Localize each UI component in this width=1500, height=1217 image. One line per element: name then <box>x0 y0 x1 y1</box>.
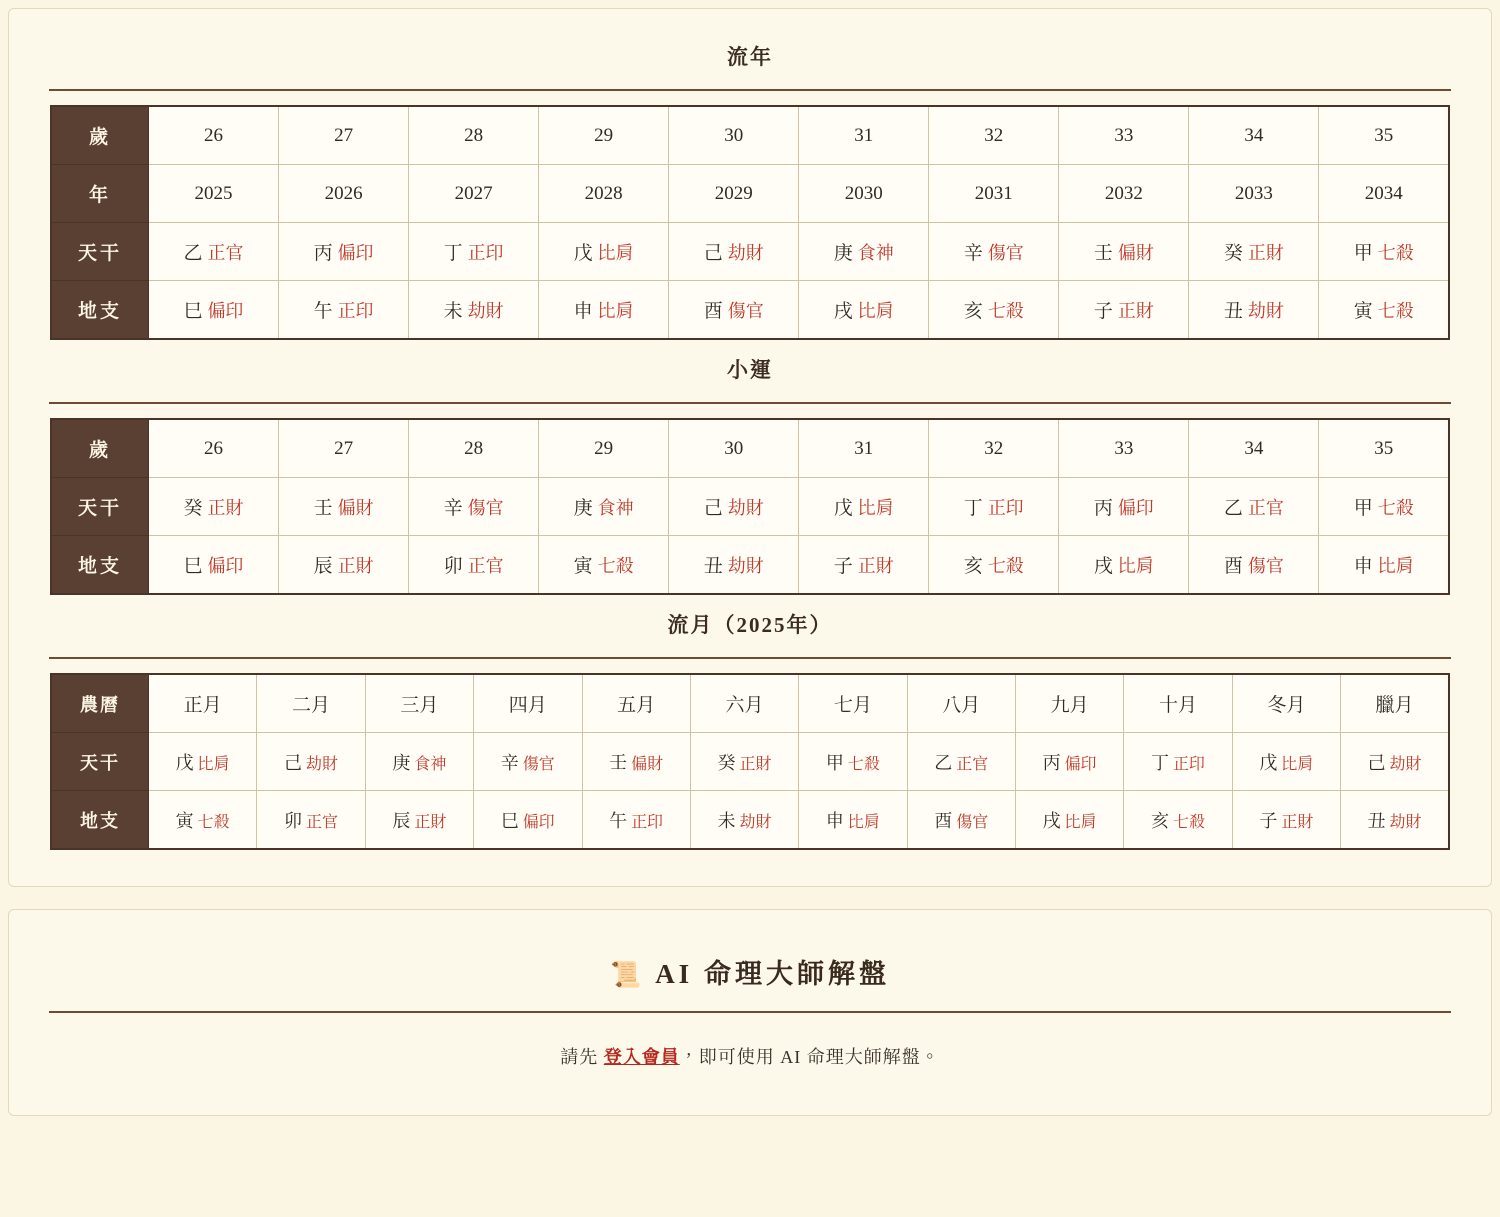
liunian-age-header: 歲 <box>51 106 149 165</box>
xiaoyun-age-cell: 27 <box>279 419 409 478</box>
xiaoyun-age-cell: 31 <box>799 419 929 478</box>
liunian-table <box>50 105 1450 340</box>
ten-god-label: 比肩 <box>1064 813 1097 831</box>
heavenly-stem-char: 丁 <box>1151 752 1170 773</box>
earthly-branch-char: 丑 <box>1223 301 1243 322</box>
xiaoyun-branch-cell <box>539 536 669 595</box>
ten-god-label: 比肩 <box>597 243 634 263</box>
ai-master-panel <box>8 909 1492 1116</box>
liunian-age-cell: 34 <box>1189 106 1319 165</box>
xiaoyun-divider <box>49 402 1451 404</box>
ten-god-label: 食神 <box>414 755 447 773</box>
ten-god-label: 比肩 <box>847 813 880 831</box>
ten-god-label: 正財 <box>337 556 374 576</box>
earthly-branch-char: 午 <box>609 810 628 831</box>
liuyue-stem-cell <box>257 733 365 791</box>
liunian-age-cell: 31 <box>799 106 929 165</box>
heavenly-stem-char: 己 <box>703 498 723 519</box>
heavenly-stem-char: 癸 <box>183 498 203 519</box>
heavenly-stem-char: 己 <box>703 243 723 264</box>
xiaoyun-stem-cell <box>409 478 539 536</box>
ten-god-label: 正官 <box>1247 498 1284 518</box>
heavenly-stem-char: 丁 <box>443 243 463 264</box>
table-row <box>51 165 1449 223</box>
liuyue-branch-cell <box>1341 791 1449 850</box>
ten-god-label: 劫財 <box>727 556 764 576</box>
xiaoyun-branch-cell <box>799 536 929 595</box>
ten-god-label: 正財 <box>1281 813 1314 831</box>
heavenly-stem-char: 己 <box>1367 752 1386 773</box>
earthly-branch-char: 未 <box>443 301 463 322</box>
liunian-stem-cell <box>669 223 799 281</box>
earthly-branch-char: 卯 <box>284 810 303 831</box>
earthly-branch-char: 申 <box>1353 556 1373 577</box>
xiaoyun-branch-cell <box>1319 536 1449 595</box>
liunian-divider <box>49 89 1451 91</box>
ten-god-label: 正官 <box>467 556 504 576</box>
liunian-year-cell: 2025 <box>149 165 279 223</box>
liunian-title: 流年 <box>727 45 773 69</box>
liuyue-branch-cell <box>365 791 473 850</box>
xiaoyun-stem-cell <box>929 478 1059 536</box>
heavenly-stem-char: 戊 <box>1259 752 1278 773</box>
liuyue-month-cell: 二月 <box>257 674 365 733</box>
liunian-stem-cell <box>929 223 1059 281</box>
ten-god-label: 劫財 <box>467 301 504 321</box>
xiaoyun-age-cell: 33 <box>1059 419 1189 478</box>
liunian-year-cell: 2027 <box>409 165 539 223</box>
liunian-section <box>49 41 1451 340</box>
liuyue-stem-cell <box>1124 733 1232 791</box>
table-row <box>51 791 1449 850</box>
liunian-year-cell: 2026 <box>279 165 409 223</box>
earthly-branch-char: 寅 <box>175 810 194 831</box>
ten-god-label: 七殺 <box>1377 498 1414 518</box>
xiaoyun-title: 小運 <box>727 358 773 382</box>
ten-god-label: 正財 <box>414 813 447 831</box>
liunian-branch-cell <box>279 281 409 340</box>
liuyue-month-cell: 八月 <box>907 674 1015 733</box>
liuyue-month-cell: 四月 <box>474 674 582 733</box>
liuyue-divider <box>49 657 1451 659</box>
ten-god-label: 正印 <box>337 301 374 321</box>
liuyue-table <box>50 673 1450 850</box>
ai-note-prefix: 請先 <box>560 1047 604 1067</box>
liuyue-branch-cell <box>257 791 365 850</box>
ten-god-label: 正印 <box>987 498 1024 518</box>
ai-panel-title-text: AI 命理大師解盤 <box>655 959 890 989</box>
earthly-branch-char: 辰 <box>313 556 333 577</box>
liunian-branch-cell <box>929 281 1059 340</box>
ten-god-label: 正印 <box>467 243 504 263</box>
ten-god-label: 正印 <box>1173 755 1206 773</box>
liunian-year-header: 年 <box>51 165 149 223</box>
liunian-year-cell: 2028 <box>539 165 669 223</box>
ten-god-label: 偏財 <box>1117 243 1154 263</box>
liuyue-stem-cell <box>149 733 257 791</box>
xiaoyun-table <box>50 418 1450 595</box>
earthly-branch-char: 子 <box>1093 301 1113 322</box>
liuyue-stem-cell <box>1016 733 1124 791</box>
earthly-branch-char: 酉 <box>934 810 953 831</box>
xiaoyun-branch-cell <box>929 536 1059 595</box>
ten-god-label: 比肩 <box>197 755 230 773</box>
liuyue-branch-header: 地支 <box>51 791 149 850</box>
heavenly-stem-char: 丙 <box>313 243 333 264</box>
liunian-stem-cell <box>279 223 409 281</box>
liunian-stem-cell <box>539 223 669 281</box>
liunian-year-cell: 2034 <box>1319 165 1449 223</box>
ten-god-label: 七殺 <box>1173 813 1206 831</box>
liuyue-month-cell: 臘月 <box>1341 674 1449 733</box>
liunian-age-cell: 29 <box>539 106 669 165</box>
ten-god-label: 劫財 <box>727 243 764 263</box>
ten-god-label: 偏印 <box>207 556 244 576</box>
earthly-branch-char: 未 <box>717 810 736 831</box>
ten-god-label: 傷官 <box>1247 556 1284 576</box>
xiaoyun-branch-header: 地支 <box>51 536 149 595</box>
liunian-year-cell: 2033 <box>1189 165 1319 223</box>
ten-god-label: 正印 <box>631 813 664 831</box>
ten-god-label: 食神 <box>857 243 894 263</box>
liunian-branch-cell <box>1059 281 1189 340</box>
xiaoyun-stem-cell <box>279 478 409 536</box>
liuyue-stem-cell <box>1232 733 1340 791</box>
table-row <box>51 674 1449 733</box>
ten-god-label: 七殺 <box>597 556 634 576</box>
xiaoyun-stem-cell <box>1319 478 1449 536</box>
table-row <box>51 733 1449 791</box>
xiaoyun-stem-cell <box>539 478 669 536</box>
heavenly-stem-char: 癸 <box>1223 243 1243 264</box>
xiaoyun-age-cell: 26 <box>149 419 279 478</box>
heavenly-stem-char: 庚 <box>392 752 411 773</box>
ten-god-label: 偏財 <box>631 755 664 773</box>
ten-god-label: 正財 <box>1247 243 1284 263</box>
liuyue-month-header: 農曆 <box>51 674 149 733</box>
heavenly-stem-char: 戊 <box>833 498 853 519</box>
ten-god-label: 七殺 <box>987 301 1024 321</box>
heavenly-stem-char: 乙 <box>934 752 953 773</box>
xiaoyun-age-cell: 32 <box>929 419 1059 478</box>
liunian-branch-cell <box>409 281 539 340</box>
earthly-branch-char: 戌 <box>1093 556 1113 577</box>
liunian-year-cell: 2031 <box>929 165 1059 223</box>
liunian-stem-cell <box>799 223 929 281</box>
earthly-branch-char: 亥 <box>1151 810 1170 831</box>
ten-god-label: 劫財 <box>1389 755 1422 773</box>
earthly-branch-char: 巳 <box>183 556 203 577</box>
liunian-age-cell: 28 <box>409 106 539 165</box>
liunian-age-cell: 33 <box>1059 106 1189 165</box>
login-link[interactable]: 登入會員 <box>603 1047 680 1067</box>
earthly-branch-char: 戌 <box>1042 810 1061 831</box>
xiaoyun-branch-cell <box>149 536 279 595</box>
liuyue-branch-cell <box>1016 791 1124 850</box>
liuyue-stem-cell <box>582 733 690 791</box>
liunian-age-cell: 35 <box>1319 106 1449 165</box>
xiaoyun-branch-cell <box>669 536 799 595</box>
liuyue-stem-cell <box>799 733 907 791</box>
xiaoyun-stem-cell <box>799 478 929 536</box>
xiaoyun-age-cell: 29 <box>539 419 669 478</box>
liunian-branch-cell <box>1319 281 1449 340</box>
ten-god-label: 傷官 <box>956 813 989 831</box>
ten-god-label: 比肩 <box>1117 556 1154 576</box>
table-row <box>51 223 1449 281</box>
ai-login-note <box>49 1043 1451 1069</box>
liunian-stem-cell <box>1189 223 1319 281</box>
earthly-branch-char: 寅 <box>573 556 593 577</box>
earthly-branch-char: 亥 <box>963 556 983 577</box>
earthly-branch-char: 子 <box>833 556 853 577</box>
scroll-icon: 📜 <box>610 962 646 989</box>
ten-god-label: 正財 <box>857 556 894 576</box>
earthly-branch-char: 亥 <box>963 301 983 322</box>
liuyue-branch-cell <box>907 791 1015 850</box>
liuyue-branch-cell <box>1124 791 1232 850</box>
ten-god-label: 劫財 <box>739 813 772 831</box>
ten-god-label: 傷官 <box>467 498 504 518</box>
ten-god-label: 七殺 <box>1377 243 1414 263</box>
xiaoyun-stem-cell <box>149 478 279 536</box>
ten-god-label: 偏印 <box>337 243 374 263</box>
earthly-branch-char: 申 <box>573 301 593 322</box>
liuyue-title: 流月（2025年） <box>667 613 833 637</box>
earthly-branch-char: 辰 <box>392 810 411 831</box>
liuyue-stem-cell <box>474 733 582 791</box>
earthly-branch-char: 午 <box>313 301 333 322</box>
table-row <box>51 536 1449 595</box>
heavenly-stem-char: 庚 <box>833 243 853 264</box>
xiaoyun-branch-cell <box>1189 536 1319 595</box>
liunian-age-cell: 27 <box>279 106 409 165</box>
liunian-year-cell: 2029 <box>669 165 799 223</box>
heavenly-stem-char: 辛 <box>443 498 463 519</box>
ten-god-label: 正財 <box>1117 301 1154 321</box>
heavenly-stem-char: 丙 <box>1093 498 1113 519</box>
ten-god-label: 比肩 <box>857 498 894 518</box>
liunian-year-cell: 2030 <box>799 165 929 223</box>
ten-god-label: 七殺 <box>197 813 230 831</box>
liuyue-month-cell: 九月 <box>1016 674 1124 733</box>
heavenly-stem-char: 乙 <box>1223 498 1243 519</box>
liunian-year-cell: 2032 <box>1059 165 1189 223</box>
ten-god-label: 七殺 <box>847 755 880 773</box>
liuyue-month-cell: 正月 <box>149 674 257 733</box>
ten-god-label: 傷官 <box>522 755 555 773</box>
table-row <box>51 106 1449 165</box>
liuyue-branch-cell <box>474 791 582 850</box>
heavenly-stem-char: 戊 <box>175 752 194 773</box>
ten-god-label: 偏財 <box>337 498 374 518</box>
xiaoyun-stem-header: 天干 <box>51 478 149 536</box>
liunian-age-cell: 30 <box>669 106 799 165</box>
xiaoyun-age-cell: 35 <box>1319 419 1449 478</box>
xiaoyun-branch-cell <box>1059 536 1189 595</box>
table-row <box>51 419 1449 478</box>
ai-panel-divider <box>49 1011 1451 1013</box>
ten-god-label: 傷官 <box>727 301 764 321</box>
liunian-stem-header: 天干 <box>51 223 149 281</box>
earthly-branch-char: 子 <box>1259 810 1278 831</box>
earthly-branch-char: 卯 <box>443 556 463 577</box>
heavenly-stem-char: 庚 <box>573 498 593 519</box>
xiaoyun-stem-cell <box>1189 478 1319 536</box>
liunian-branch-cell <box>149 281 279 340</box>
ten-god-label: 比肩 <box>857 301 894 321</box>
liuyue-branch-cell <box>799 791 907 850</box>
liunian-branch-cell <box>799 281 929 340</box>
xiaoyun-age-cell: 30 <box>669 419 799 478</box>
earthly-branch-char: 申 <box>825 810 844 831</box>
heavenly-stem-char: 辛 <box>500 752 519 773</box>
liuyue-branch-cell <box>582 791 690 850</box>
xiaoyun-age-cell: 28 <box>409 419 539 478</box>
ten-god-label: 劫財 <box>727 498 764 518</box>
liuyue-stem-header: 天干 <box>51 733 149 791</box>
xiaoyun-age-cell: 34 <box>1189 419 1319 478</box>
fortune-tables-panel <box>8 8 1492 887</box>
liunian-stem-cell <box>1059 223 1189 281</box>
liunian-branch-header: 地支 <box>51 281 149 340</box>
heavenly-stem-char: 丙 <box>1042 752 1061 773</box>
liunian-stem-cell <box>1319 223 1449 281</box>
liuyue-month-cell: 六月 <box>690 674 798 733</box>
heavenly-stem-char: 甲 <box>1353 243 1373 264</box>
ten-god-label: 正官 <box>306 813 339 831</box>
ten-god-label: 傷官 <box>987 243 1024 263</box>
xiaoyun-age-header: 歲 <box>51 419 149 478</box>
table-row <box>51 281 1449 340</box>
liuyue-month-cell: 十月 <box>1124 674 1232 733</box>
liuyue-stem-cell <box>690 733 798 791</box>
liunian-branch-cell <box>669 281 799 340</box>
ten-god-label: 食神 <box>597 498 634 518</box>
earthly-branch-char: 酉 <box>703 301 723 322</box>
earthly-branch-char: 丑 <box>703 556 723 577</box>
ai-note-suffix: ，即可使用 AI 命理大師解盤。 <box>679 1047 940 1067</box>
ten-god-label: 劫財 <box>1247 301 1284 321</box>
liunian-age-cell: 26 <box>149 106 279 165</box>
ten-god-label: 比肩 <box>597 301 634 321</box>
ten-god-label: 偏印 <box>1117 498 1154 518</box>
heavenly-stem-char: 辛 <box>963 243 983 264</box>
liunian-age-cell: 32 <box>929 106 1059 165</box>
liuyue-branch-cell <box>690 791 798 850</box>
xiaoyun-branch-cell <box>279 536 409 595</box>
xiaoyun-stem-cell <box>669 478 799 536</box>
ten-god-label: 正財 <box>207 498 244 518</box>
liunian-branch-cell <box>539 281 669 340</box>
xiaoyun-branch-cell <box>409 536 539 595</box>
heavenly-stem-char: 壬 <box>1093 243 1113 264</box>
heavenly-stem-char: 乙 <box>183 243 203 264</box>
liuyue-stem-cell <box>907 733 1015 791</box>
liuyue-stem-cell <box>1341 733 1449 791</box>
liuyue-month-cell: 三月 <box>365 674 473 733</box>
ten-god-label: 比肩 <box>1377 556 1414 576</box>
liunian-stem-cell <box>409 223 539 281</box>
ten-god-label: 劫財 <box>1389 813 1422 831</box>
liunian-branch-cell <box>1189 281 1319 340</box>
liuyue-branch-cell <box>1232 791 1340 850</box>
xiaoyun-stem-cell <box>1059 478 1189 536</box>
table-row <box>51 478 1449 536</box>
ten-god-label: 七殺 <box>987 556 1024 576</box>
heavenly-stem-char: 壬 <box>609 752 628 773</box>
heavenly-stem-char: 甲 <box>1353 498 1373 519</box>
liunian-stem-cell <box>149 223 279 281</box>
ten-god-label: 偏印 <box>207 301 244 321</box>
heavenly-stem-char: 己 <box>284 752 303 773</box>
ten-god-label: 偏印 <box>1064 755 1097 773</box>
ten-god-label: 七殺 <box>1377 301 1414 321</box>
liuyue-branch-cell <box>149 791 257 850</box>
heavenly-stem-char: 甲 <box>825 752 844 773</box>
earthly-branch-char: 酉 <box>1223 556 1243 577</box>
earthly-branch-char: 戌 <box>833 301 853 322</box>
earthly-branch-char: 寅 <box>1353 301 1373 322</box>
ai-panel-title <box>49 952 1451 991</box>
liuyue-stem-cell <box>365 733 473 791</box>
heavenly-stem-char: 丁 <box>963 498 983 519</box>
ten-god-label: 比肩 <box>1281 755 1314 773</box>
heavenly-stem-char: 戊 <box>573 243 593 264</box>
liuyue-month-cell: 五月 <box>582 674 690 733</box>
ten-god-label: 劫財 <box>306 755 339 773</box>
liuyue-month-cell: 冬月 <box>1232 674 1340 733</box>
ten-god-label: 正官 <box>207 243 244 263</box>
heavenly-stem-char: 癸 <box>717 752 736 773</box>
liuyue-section <box>49 609 1451 850</box>
earthly-branch-char: 巳 <box>500 810 519 831</box>
earthly-branch-char: 丑 <box>1367 810 1386 831</box>
ten-god-label: 正財 <box>739 755 772 773</box>
earthly-branch-char: 巳 <box>183 301 203 322</box>
heavenly-stem-char: 壬 <box>313 498 333 519</box>
ten-god-label: 正官 <box>956 755 989 773</box>
liuyue-month-cell: 七月 <box>799 674 907 733</box>
xiaoyun-section <box>49 354 1451 595</box>
ten-god-label: 偏印 <box>522 813 555 831</box>
